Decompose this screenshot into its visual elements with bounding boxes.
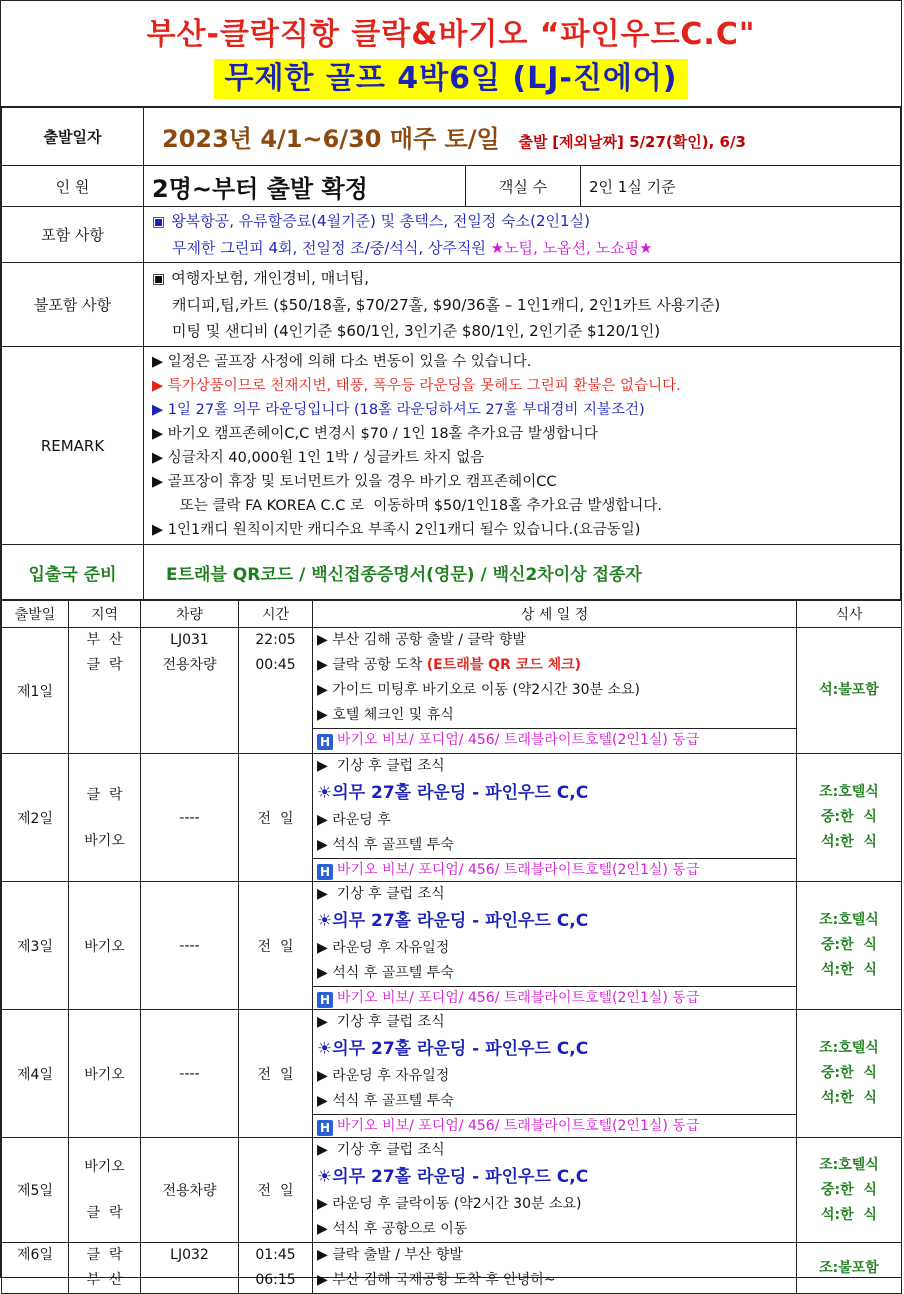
remark-label: REMARK (2, 347, 144, 545)
remark-item: 또는 클락 FA KOREA C.C 로 이동하며 $50/1인18홀 추가요금 발생합니다. (166, 497, 662, 514)
included-label: 포함 사항 (2, 207, 144, 263)
square-icon: ▣ (152, 214, 166, 230)
arrow-icon: ▶ (152, 473, 164, 490)
arrow-icon: ▶ (317, 1093, 328, 1109)
arrow-icon: ▶ (152, 425, 164, 442)
arrow-icon: ▶ (317, 1068, 328, 1084)
excluded-line1: 여행자보험, 개인경비, 매너팁, (171, 269, 369, 287)
entry-value: E트래블 QR코드 / 백신접종증명서(영문) / 백신2차이상 접종자 (144, 545, 901, 600)
arrow-icon: ▶ (317, 758, 328, 774)
header-detail: 상 세 일 정 (313, 601, 797, 628)
meal-cell: 조:호텔식 중:한 식 석:한 식 (797, 1010, 902, 1138)
hotel-line: H 바기오 비보/ 포디엄/ 456/ 트래블라이트호텔(2인1실) 동급 (313, 986, 796, 1009)
day-label: 제2일 (2, 754, 69, 882)
arrow-icon: ▶ (317, 1221, 328, 1237)
remark-item: ▶ 일정은 골프장 사정에 의해 다소 변동이 있을 수 있습니다. (152, 353, 532, 370)
rounding-line: ☀의무 27홀 라운딩 - 파인우드 C,C (317, 911, 589, 931)
header-region: 지역 (69, 601, 141, 628)
day-label: 제6일 (2, 1243, 69, 1294)
departure-note: [제외날짜] 5/27(확인), 6/3 (552, 133, 746, 151)
departure-note-prefix: 출발 (518, 133, 548, 151)
departure-value: 2023년 4/1~6/30 매주 토/일 (162, 125, 500, 153)
arrow-icon: ▶ (317, 1014, 328, 1030)
excluded-line3: 미팅 및 샌디비 (4인기준 $60/1인, 3인기준 $80/1인, 2인기준 $120/1인) (172, 322, 661, 340)
included-no-tip: ★노팁, 노옵션, 노쇼핑★ (490, 239, 653, 257)
arrow-icon: ▶ (317, 812, 328, 828)
hotel-line: H 바기오 비보/ 포디엄/ 456/ 트래블라이트호텔(2인1실) 동급 (313, 728, 796, 751)
arrow-icon: ▶ (317, 682, 328, 698)
remark-item: ▶ 바기오 캠프존헤이C,C 변경시 $70 / 1인 18홀 추가요금 발생합니다 (152, 425, 598, 442)
table-row: 제2일 클 락 바기오 ---- 전 일 ▶ 기상 후 클럽 조식 ☀의무 27홀 라운딩 - 파인우드 C,C ▶ 라운딩 후 ▶ 석식 후 골프텔 투숙 H 바기오 비보/ 포디엄/ 456/ 트래블라이트호텔(2인1실) 동급 조:호텔식 중:한 식 석:한 식 (2, 754, 902, 882)
schedule-table (1, 600, 902, 1294)
header-car: 차량 (141, 601, 239, 628)
rounding-line: ☀의무 27홀 라운딩 - 파인우드 C,C (317, 1039, 589, 1059)
remark-item: ▶ 골프장이 휴장 및 토너먼트가 있을 경우 바기오 캠프존헤이CC (152, 473, 557, 490)
table-row: 제4일 바기오 ---- 전 일 ▶ 기상 후 클럽 조식 ☀의무 27홀 라운딩 - 파인우드 C,C ▶ 라운딩 후 자유일정 ▶ 석식 후 골프텔 투숙 H 바기오 비보/ 포디엄/ 456/ 트래블라이트호텔(2인1실) 동급 조:호텔식 중:한 식 석:한 식 (2, 1010, 902, 1138)
meal-cell: 조:호텔식 중:한 식 석:한 식 (797, 754, 902, 882)
day-label: 제3일 (2, 882, 69, 1010)
title-main: 부산-클락직항 클락&바기오 “파인우드C.C" (146, 17, 756, 52)
remark-item: ▶ 1인1캐디 원칙이지만 캐디수요 부족시 2인1캐디 될수 있습니다.(요금동일) (152, 521, 641, 538)
arrow-icon: ▶ (152, 401, 164, 418)
header-day: 출발일 (2, 601, 69, 628)
included-line1: 왕복항공, 유류할증료(4월기준) 및 총텍스, 전일정 숙소(2인1실) (171, 212, 590, 230)
hotel-icon: H (317, 992, 333, 1008)
title-box (1, 1, 901, 107)
departure-label: 출발일자 (2, 108, 144, 166)
arrow-icon: ▶ (317, 886, 328, 902)
meal-cell: 조:불포함 (797, 1243, 902, 1294)
hotel-line: H 바기오 비보/ 포디엄/ 456/ 트래블라이트호텔(2인1실) 동급 (313, 858, 796, 881)
remark-item: ▶ 싱글차지 40,000원 1인 1박 / 싱글카트 차지 없음 (152, 449, 485, 466)
arrow-icon: ▶ (152, 521, 164, 538)
hotel-line: H 바기오 비보/ 포디엄/ 456/ 트래블라이트호텔(2인1실) 동급 (313, 1114, 796, 1137)
remark-item: ▶ 1일 27홀 의무 라운딩입니다 (18홀 라운딩하셔도 27홀 부대경비 지불조건) (152, 401, 645, 418)
arrow-icon: ▶ (317, 1272, 328, 1288)
table-row: 제1일 부 산 클 락 LJ031 전용차량 22:05 00:45 ▶ 부산 김해 공항 출발 / 클락 향발 ▶ 클락 공항 도착 (E트래블 QR 코드 체크) ▶ 가이드 미팅후 바기오로 이동 (약2시간 30분 소요) ▶ 호텔 체크인 및 휴식 H 바기오 비보/ 포디엄/ 456/ 트래블라이트호텔(2인1실) 동급 석:불포함 (2, 628, 902, 754)
rooms-label: 객실 수 (466, 166, 581, 207)
arrow-icon: ▶ (317, 632, 328, 648)
day-label: 제5일 (2, 1138, 69, 1243)
arrow-icon: ▶ (152, 377, 164, 394)
hotel-icon: H (317, 864, 333, 880)
arrow-icon: ▶ (317, 965, 328, 981)
meal-cell: 조:호텔식 중:한 식 석:한 식 (797, 882, 902, 1010)
arrow-icon: ▶ (317, 707, 328, 723)
entry-label: 입출국 준비 (2, 545, 144, 600)
arrow-icon: ▶ (152, 353, 164, 370)
arrow-icon: ▶ (317, 1142, 328, 1158)
hotel-icon: H (317, 1120, 333, 1136)
title-sub: 무제한 골프 4박6일 (LJ-진에어) (214, 59, 687, 99)
included-line2: 무제한 그린피 4회, 전일정 조/중/석식, 상주직원 (172, 239, 491, 257)
arrow-icon: ▶ (152, 449, 164, 466)
day-label: 제1일 (2, 628, 69, 754)
rounding-line: ☀의무 27홀 라운딩 - 파인우드 C,C (317, 783, 589, 803)
arrow-icon: ▶ (317, 940, 328, 956)
excluded-label: 불포함 사항 (2, 263, 144, 347)
hotel-icon: H (317, 734, 333, 750)
arrow-icon: ▶ (317, 837, 328, 853)
people-label: 인 원 (2, 166, 144, 207)
header-meal: 식사 (797, 601, 902, 628)
excluded-line2: 캐디피,팁,카트 ($50/18홀, $70/27홀, $90/36홀 – 1인1캐디, 2인1카트 사용기준) (172, 296, 721, 314)
day-label: 제4일 (2, 1010, 69, 1138)
arrow-icon: ▶ (317, 657, 328, 673)
people-value: 2명~부터 출발 확정 (152, 174, 368, 203)
meal-cell: 조:호텔식 중:한 식 석:한 식 (797, 1138, 902, 1243)
header-time: 시간 (239, 601, 313, 628)
table-row: 제3일 바기오 ---- 전 일 ▶ 기상 후 클럽 조식 ☀의무 27홀 라운딩 - 파인우드 C,C ▶ 라운딩 후 자유일정 ▶ 석식 후 골프텔 투숙 H 바기오 비보/ 포디엄/ 456/ 트래블라이트호텔(2인1실) 동급 조:호텔식 중:한 식 석:한 식 (2, 882, 902, 1010)
rooms-value: 2인 1실 기준 (581, 166, 901, 207)
arrow-icon: ▶ (317, 1196, 328, 1212)
rounding-line: ☀의무 27홀 라운딩 - 파인우드 C,C (317, 1167, 589, 1187)
arrow-icon: ▶ (317, 1247, 328, 1263)
remark-item: ▶ 특가상품이므로 천재지변, 태풍, 폭우등 라운딩을 못해도 그린피 환불은 없습니다. (152, 377, 681, 394)
info-table (1, 107, 901, 600)
square-icon: ▣ (152, 271, 166, 287)
table-row: 제6일 클 락 부 산 LJ032 01:45 06:15 ▶ 클락 출발 / 부산 향발 ▶ 부산 김해 국제공항 도착 후 안녕히~ 조:불포함 (2, 1243, 902, 1294)
meal-cell: 석:불포함 (797, 628, 902, 754)
table-row: 제5일 바기오 클 락 전용차량 전 일 ▶ 기상 후 클럽 조식 ☀의무 27홀 라운딩 - 파인우드 C,C ▶ 라운딩 후 클락이동 (약2시간 30분 소요) ▶ 석식 후 공항으로 이동 조:호텔식 중:한 식 석:한 식 (2, 1138, 902, 1243)
